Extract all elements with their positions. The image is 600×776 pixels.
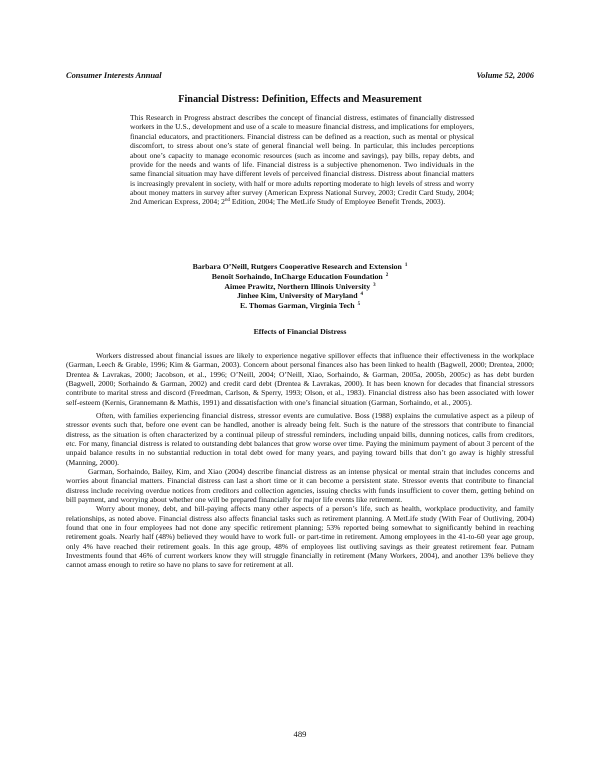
author-footnote-mark: 1 <box>404 263 408 268</box>
abstract <box>130 113 474 207</box>
body-paragraph: Workers distressed about financial issues are likely to experience negative spillover effects that influence their effectiveness in the workplace (Garman, Leech & Grable, 1996; Kim & Garman, 2003). Concern about personal finances also has been linked to health (Bagwell, 2000; Drentea, 2000; Drentea & Lavrakas, 2000; Jacobson, et al., 1996; O’Neill, 2004; O’Neill, Xiao, Sorhaindo, & Garman, 2005a, 2005b, 2005c) as has debt burden (Bagwell, 2000; Sorhaindo & Garman, 2002) and credit card debt (Drentea & Lavrakas, 2000). It has been known for decades that financial stressors contribute to marital stress and discord (Freedman, Carlson, & Sperry, 1993; Olson, et al., 1983). Financial distress also has been associated with lower self-esteem (Kernis, Grannemann & Mathis, 1991) and dissatisfaction with one’s financial situation (Garman, Sorhaindo, et al., 2005). <box>66 351 534 407</box>
journal-name: Consumer Interests Annual <box>66 71 162 80</box>
body-paragraph: Often, with families experiencing financial distress, stressor events are cumulative. Boss (1988) explains the cumulative aspect as a pileup of stressor events such that, before one event can be handled, another is already being felt. Such is the nature of the stressors that contribute to financial distress, as the situation is often characterized by a continual pileup of stressful reminders, including unpaid bills, dunning notices, calls from creditors, etc. For many, financial distress is related to outstanding debt balances that grow worse over time. Paying the minimum payment of about 3 percent of the unpaid balance results in no substantial reduction in total debt owed for many years, and paying toward bills that don’t go away is highly stressful (Manning, 2000). <box>66 410 534 467</box>
volume-info: Volume 52, 2006 <box>476 71 534 80</box>
paper-title: Financial Distress: Definition, Effects and Measurement <box>178 94 422 105</box>
author-line: Benoît Sorhaindo, InCharge Education Foundation $^2$ <box>211 271 389 281</box>
running-header <box>66 71 534 83</box>
body-text <box>66 351 534 570</box>
author-line: E. Thomas Garman, Virginia Tech $^5$ <box>239 301 361 311</box>
author-line: Barbara O’Neill, Rutgers Cooperative Research and Extension $^1$ <box>192 262 408 271</box>
section-heading: Effects of Financial Distress <box>253 327 347 336</box>
author-footnote-mark: 4 <box>360 292 364 298</box>
author-footnote-mark: 5 <box>357 302 361 308</box>
page-number: 489 <box>293 729 307 739</box>
author-footnote-mark: 2 <box>385 272 389 278</box>
author-footnote-mark: 3 <box>373 282 376 288</box>
body-paragraph: Garman, Sorhaindo, Bailey, Kim, and Xiao (2004) describe financial distress as an intense physical or mental strain that includes concerns and worries about financial matters. Financial distress can last a short time or it can become a persistent state. Stressor events that contribute to financial distress include receiving overdue notices from creditors and collection agencies, issuing checks with funds insufficient to cover them, getting behind on bill payment, and worrying about whether one will be prepared financially for major life events like retirement. <box>66 466 534 504</box>
ordinal-superscript: nd <box>224 198 230 204</box>
author-line: Jinhee Kim, University of Maryland $^4$ <box>236 291 364 301</box>
body-paragraph: Worry about money, debt, and bill-paying affects many other aspects of a person’s life, such as health, workplace productivity, and family relationships, as noted above. Financial distress also affects financial tasks such as retirement planning. A MetLife study (With Fear of Outliving, 2004) found that one in four employees had not done any specific retirement planning; 53% reported being somewhat to significantly behind in reaching retirement goals. Nearly half (48%) believed they would have to work full- or part-time in retirement. Among employees in the 41-to-60 year age group, only 4% have reached their retirement goals. In this age group, 48% of employees list outliving savings as their greatest retirement fear. Putnam Investments found that 46% of current workers know they will struggle financially in retirement (Many Workers, 2004), and another 13% believe they cannot amass enough to retire so have no plans to save for retirement at all. <box>66 504 534 570</box>
author-line: Aimee Prawitz, Northern Illinois University $^3$ <box>224 281 376 291</box>
abstract-text: This Research in Progress abstract describes the concept of financial distress, estimates of financially distressed workers in the U.S., development and use of a scale to measure financial distress, and implications for employers, financial educators, and practitioners. Financial distress can be defined as a reaction, such as mental or physical discomfort, to stress about one’s state of general financial well being. In particular, this includes perceptions about one’s capacity to manage economic resources (such as income and savings), pay bills, repay debts, and provide for the needs and wants of life. Financial distress is a subjective phenomenon. Two individuals in the same financial situation may have different levels of perceived financial distress. Distress about financial matters is increasingly prevalent in society, with half or more adults reporting moderate to high levels of stress and worry about money matters in survey after survey (American Express National Survey, 2003; Credit Card Study, 2004; 2nd American Express, 2004; 2nd Edition, 2004; The MetLife Study of Employee Benefit Trends, 2003). <box>130 113 474 207</box>
author-list <box>0 262 600 311</box>
